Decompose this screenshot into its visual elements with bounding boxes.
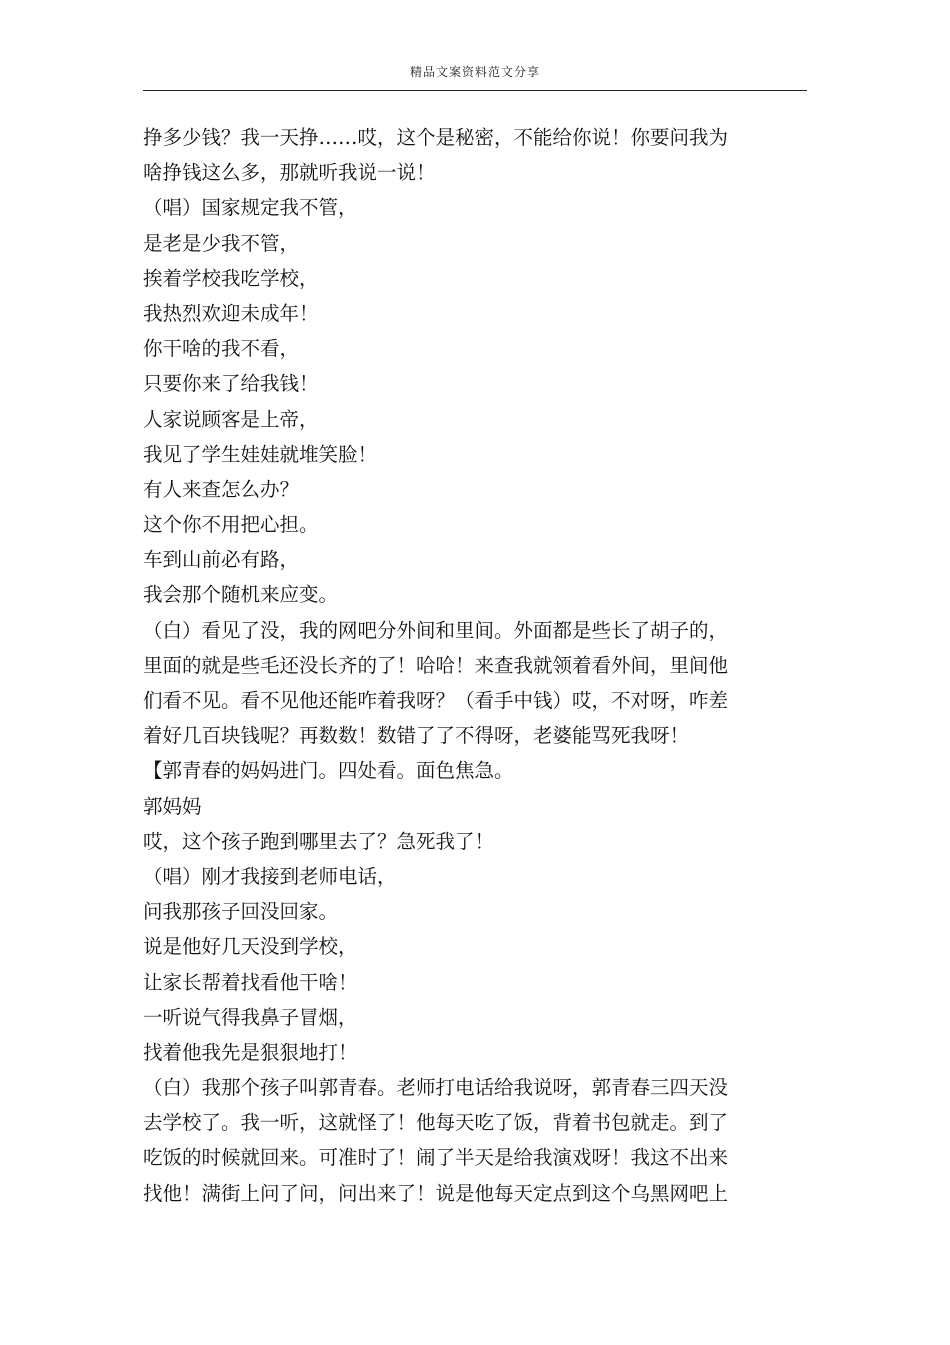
text-line: 郭妈妈 <box>143 794 202 818</box>
text-line: （唱）国家规定我不管， <box>143 196 358 220</box>
text-line: 【郭青春的妈妈进门。四处看。面色焦急。 <box>143 759 514 783</box>
text-line: 这个你不用把心担。 <box>143 513 319 537</box>
text-line: 让家长帮着找看他干啥！ <box>143 970 358 994</box>
text-line: 挣多少钱？我一天挣……哎，这个是秘密，不能给你说！你要问我为 <box>143 126 729 149</box>
text-line: 问我那孩子回没回家。 <box>143 900 339 924</box>
text-line: 人家说顾客是上帝， <box>143 407 319 431</box>
text-line: （唱）刚才我接到老师电话， <box>143 864 397 888</box>
text-line: 有人来查怎么办？ <box>143 477 300 501</box>
text-line: 找他！满街上问了问，问出来了！说是他每天定点到这个乌黑网吧上 <box>143 1181 729 1205</box>
text-line: 我热烈欢迎未成年！ <box>143 301 319 325</box>
text-line: （白）看见了没，我的网吧分外间和里间。外面都是些长了胡子的， <box>143 618 729 642</box>
text-line: 里面的就是些毛还没长齐的了！哈哈！来查我就领着看外间，里间他 <box>143 653 729 677</box>
text-line: 着好几百块钱呢？再数数！数错了了不得呀，老婆能骂死我呀！ <box>143 724 690 748</box>
text-line: 哎，这个孩子跑到哪里去了？急死我了！ <box>143 829 495 853</box>
text-line: 说是他好几天没到学校， <box>143 935 358 959</box>
text-line: 是老是少我不管， <box>143 231 300 255</box>
text-line: （白）我那个孩子叫郭青春。老师打电话给我说呀，郭青春三四天没 <box>143 1076 729 1100</box>
header-divider <box>143 90 807 91</box>
text-line: 啥挣钱这么多，那就听我说一说！ <box>143 161 436 185</box>
text-line: 你干啥的我不看， <box>143 337 300 361</box>
text-line: 我见了学生娃娃就堆笑脸！ <box>143 442 378 466</box>
text-line: 去学校了。我一听，这就怪了！他每天吃了饭，背着书包就走。到了 <box>143 1111 729 1135</box>
text-line: 我会那个随机来应变。 <box>143 583 339 607</box>
text-line: 吃饭的时候就回来。可准时了！闹了半天是给我演戏呀！我这不出来 <box>143 1146 729 1170</box>
text-line: 挨着学校我吃学校， <box>143 266 319 290</box>
document-body <box>143 120 783 1211</box>
text-line: 一听说气得我鼻子冒烟， <box>143 1005 358 1029</box>
text-line: 车到山前必有路， <box>143 548 300 572</box>
text-line: 们看不见。看不见他还能咋着我呀？（看手中钱）哎，不对呀，咋差 <box>143 689 729 712</box>
text-line: 找着他我先是狠狠地打！ <box>143 1040 358 1064</box>
text-line: 只要你来了给我钱！ <box>143 372 319 396</box>
page-header: 精品文案资料范文分享 <box>409 65 540 79</box>
